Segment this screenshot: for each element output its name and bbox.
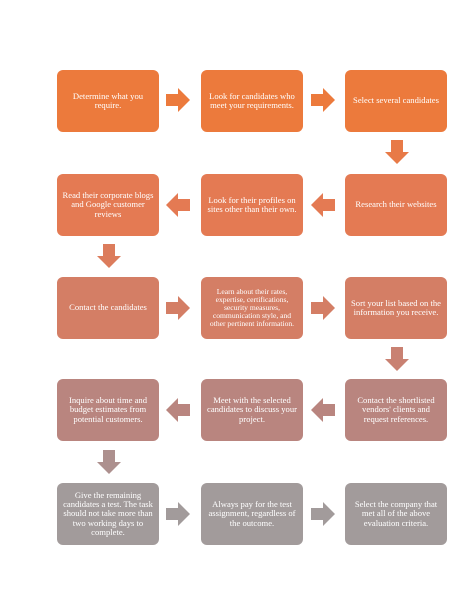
step-box-15	[345, 483, 447, 545]
arrow-right-icon	[311, 502, 335, 526]
arrow-right-icon	[166, 88, 190, 112]
step-text-11: Meet with the selected candidates to discuss your project.	[207, 395, 297, 424]
step-text-3: Select several candidates	[353, 95, 439, 106]
arrow-right-icon	[311, 296, 335, 320]
step-box-11	[201, 379, 303, 441]
arrow-down-icon	[385, 140, 409, 164]
step-text-1: Determine what you require.	[72, 90, 144, 110]
arrow-down-icon	[97, 244, 121, 268]
step-text-13: Give the remaining candidates a test. The task should not take more than two working days to complete.	[63, 489, 153, 537]
step-box-3	[345, 70, 447, 132]
step-text-12: Inquire about time and budget estimates from potential customers.	[68, 395, 148, 424]
arrow-right-icon	[166, 502, 190, 526]
step-box-14	[201, 483, 303, 545]
step-text-15: Select the company that met all of the above evaluation criteria.	[354, 499, 438, 528]
step-box-1	[57, 70, 159, 132]
step-text-10: Contact the shortlisted vendors' clients and request references.	[357, 395, 435, 424]
arrow-left-icon	[311, 193, 335, 217]
step-text-9: Sort your list based on the information you receive.	[351, 297, 441, 317]
step-box-5	[201, 174, 303, 236]
step-box-8	[201, 277, 303, 339]
step-text-6: Read their corporate blogs and Google customer reviews	[62, 190, 154, 219]
arrow-right-icon	[166, 296, 190, 320]
arrow-left-icon	[166, 398, 190, 422]
step-text-5: Look for their profiles on sites other than their own.	[207, 194, 297, 214]
step-box-4	[345, 174, 447, 236]
step-text-2: Look for candidates who meet your requirements.	[209, 90, 295, 110]
step-text-14: Always pay for the test assignment, regardless of the outcome.	[208, 499, 296, 528]
step-box-6	[57, 174, 159, 236]
arrow-down-icon	[97, 450, 121, 474]
step-text-7: Contact the candidates	[69, 302, 147, 313]
step-box-13	[57, 483, 159, 545]
arrow-right-icon	[311, 88, 335, 112]
arrow-down-icon	[385, 347, 409, 371]
arrow-left-icon	[166, 193, 190, 217]
step-box-10	[345, 379, 447, 441]
step-text-4: Research their websites	[355, 199, 437, 210]
step-box-12	[57, 379, 159, 441]
arrow-left-icon	[311, 398, 335, 422]
step-text-8: Learn about their rates, expertise, certifications, security measures, communication style, and other pertinent information.	[209, 286, 295, 329]
step-box-9	[345, 277, 447, 339]
step-box-2	[201, 70, 303, 132]
step-box-7	[57, 277, 159, 339]
